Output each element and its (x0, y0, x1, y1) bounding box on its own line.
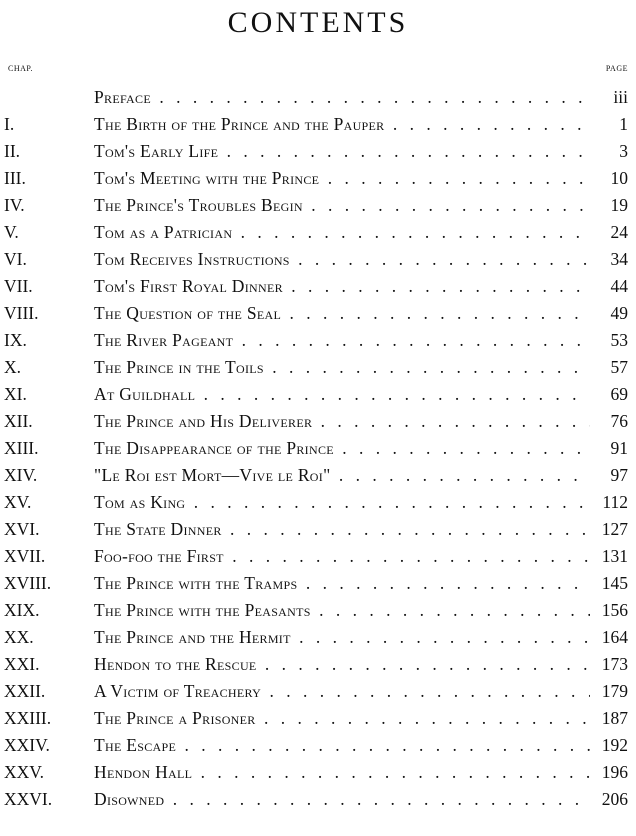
page-number: 173 (601, 654, 628, 674)
chapter-title: Tom Receives Instructions . . . (94, 246, 590, 273)
page-number: 44 (610, 276, 628, 296)
toc-entry (0, 732, 636, 759)
chapter-title: The Prince and the Hermit . . . (94, 624, 590, 651)
page-number: 156 (601, 600, 628, 620)
toc-entry (0, 516, 636, 543)
chapter-number: XXIII. (4, 708, 52, 728)
chapter-number: IX. (4, 330, 27, 350)
page-number: 19 (610, 195, 628, 215)
page-number: iii (613, 87, 628, 107)
page-number: 24 (610, 222, 628, 242)
toc-entry (0, 435, 636, 462)
chapter-title: The State Dinner . . . (94, 516, 590, 543)
page-title: CONTENTS (227, 6, 409, 39)
toc-entry (0, 138, 636, 165)
page-number: 69 (610, 384, 628, 404)
toc-entry (0, 273, 636, 300)
chapter-number: X. (4, 357, 22, 377)
chapter-number: XXVI. (4, 789, 53, 809)
page-number: 112 (602, 492, 628, 512)
chapter-title: Hendon to the Rescue . . . (94, 651, 590, 678)
chapter-title: The Prince in the Toils . . . (94, 354, 590, 381)
chapter-title: The River Pageant . . . (94, 327, 590, 354)
page-number: 145 (601, 573, 628, 593)
page-number: 34 (610, 249, 628, 269)
toc-entry (0, 462, 636, 489)
toc-entry (0, 219, 636, 246)
chapter-title: The Disappearance of the Prince . . . (94, 435, 590, 462)
chapter-number: VIII. (4, 303, 39, 323)
chapter-number: XIX. (4, 600, 40, 620)
chapter-title: The Question of the Seal . . . (94, 300, 590, 327)
toc-entry (0, 300, 636, 327)
chapter-title: The Prince with the Tramps . . . (94, 570, 590, 597)
page-number: 76 (610, 411, 628, 431)
chapter-number: XVIII. (4, 573, 52, 593)
chapter-number: XVII. (4, 546, 46, 566)
chapter-title: Tom as a Patrician . . . (94, 219, 590, 246)
chapter-number: XIV. (4, 465, 38, 485)
chapter-title: The Prince and His Deliverer . . . (94, 408, 590, 435)
chapter-number: XX. (4, 627, 34, 647)
toc-entry (0, 84, 636, 111)
chapter-number: III. (4, 168, 26, 188)
toc-entry (0, 705, 636, 732)
page-number: 1 (619, 114, 628, 134)
toc-entry (0, 678, 636, 705)
chapter-title: The Prince a Prisoner . . . (94, 705, 590, 732)
chapter-title: The Prince with the Peasants . . . (94, 597, 590, 624)
chapter-number: XXV. (4, 762, 45, 782)
chapter-title: "Le Roi est Mort—Vive le Roi" . . . (94, 462, 590, 489)
page-number: 3 (619, 141, 628, 161)
chapter-number: XVI. (4, 519, 40, 539)
page-number: 53 (610, 330, 628, 350)
page-number: 131 (601, 546, 628, 566)
chapter-number: VI. (4, 249, 27, 269)
chapter-title: Hendon Hall . . . (94, 759, 590, 786)
toc-entry (0, 597, 636, 624)
page-number: 187 (601, 708, 628, 728)
chapter-number: XII. (4, 411, 33, 431)
chapter-number: XIII. (4, 438, 39, 458)
chapter-number: V. (4, 222, 19, 242)
chapter-title: The Escape . . . (94, 732, 590, 759)
page-number: 10 (610, 168, 628, 188)
page-number: 206 (601, 789, 628, 809)
chapter-number: XXIV. (4, 735, 50, 755)
toc-entry (0, 489, 636, 516)
toc-entry (0, 786, 636, 813)
chapter-title: At Guildhall . . . (94, 381, 590, 408)
toc-entry (0, 651, 636, 678)
toc-entry (0, 354, 636, 381)
page-number: 196 (601, 762, 628, 782)
page-number: 57 (610, 357, 628, 377)
toc-entry (0, 624, 636, 651)
page-number: 192 (601, 735, 628, 755)
toc-entry (0, 570, 636, 597)
chapter-title: Tom as King . . . (94, 489, 590, 516)
chapter-title: Foo-foo the First . . . (94, 543, 590, 570)
chapter-number: II. (4, 141, 21, 161)
chapter-number: XXII. (4, 681, 46, 701)
chapter-title: A Victim of Treachery . . . (94, 678, 590, 705)
toc-entry (0, 192, 636, 219)
toc-entry (0, 543, 636, 570)
chapter-number: XV. (4, 492, 32, 512)
toc-entry (0, 759, 636, 786)
toc-entry (0, 381, 636, 408)
chapter-number: I. (4, 114, 15, 134)
chapter-title: Tom's Meeting with the Prince . . . (94, 165, 590, 192)
chapter-title: Disowned . . . (94, 786, 590, 813)
chapter-title: The Birth of the Prince and the Pauper . . . (94, 111, 590, 138)
page-number: 97 (610, 465, 628, 485)
chapter-title: Tom's First Royal Dinner . . . (94, 273, 590, 300)
chapter-column-header: CHAP. (8, 64, 33, 73)
chapter-number: XXI. (4, 654, 40, 674)
toc-entry (0, 111, 636, 138)
toc-entry (0, 327, 636, 354)
toc-list (0, 84, 636, 813)
chapter-title: Preface . . . (94, 84, 590, 111)
page-number: 179 (601, 681, 628, 701)
chapter-title: The Prince's Troubles Begin . . . (94, 192, 590, 219)
chapter-title: Tom's Early Life . . . (94, 138, 590, 165)
page-number: 127 (601, 519, 628, 539)
chapter-number: VII. (4, 276, 33, 296)
toc-entry (0, 408, 636, 435)
page-number: 91 (610, 438, 628, 458)
page-number: 164 (601, 627, 628, 647)
chapter-number: XI. (4, 384, 27, 404)
toc-entry (0, 165, 636, 192)
page-column-header: PAGE (605, 64, 628, 73)
chapter-number: IV. (4, 195, 25, 215)
toc-entry (0, 246, 636, 273)
page-number: 49 (610, 303, 628, 323)
